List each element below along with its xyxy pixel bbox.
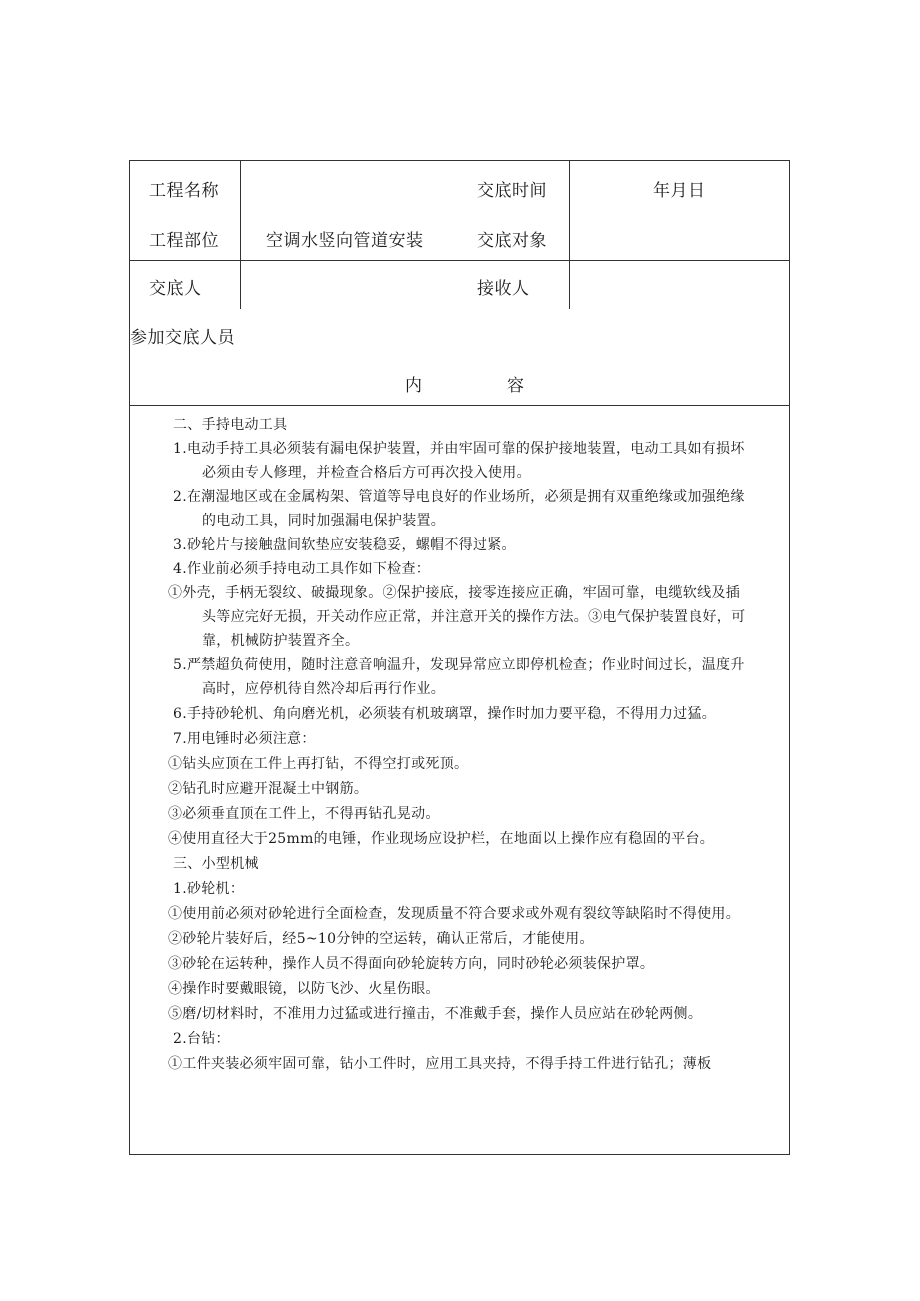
content-title-part-1: 内 — [405, 376, 423, 396]
content-line: 3.砂轮片与接触盘间软垫应安装稳妥，螺帽不得过紧。 — [173, 537, 516, 553]
content-line: 靠，机械防护装置齐全。 — [202, 633, 360, 649]
content-line: 必须由专人修理，并检查合格后方可再次投入使用。 — [202, 465, 531, 481]
grid-line — [569, 161, 570, 309]
content-line: ③砂轮在运转种，操作人员不得面向砂轮旋转方向，同时砂轮必须装保护罩。 — [168, 956, 655, 972]
content-line: ①钻头应顶在工件上再打钻，不得空打或死顶。 — [168, 756, 469, 772]
content-line: 4.作业前必须手持电动工具作如下检查： — [173, 561, 431, 577]
project-part-label: 工程部位 — [149, 231, 219, 251]
content-line: 高时，应停机待自然冷却后再行作业。 — [202, 681, 446, 697]
disclosure-form — [129, 160, 790, 1155]
content-line: 5.严禁超负荷使用，随时注意音响温升，发现异常应立即停机检查；作业时间过长，温度升 — [173, 657, 745, 673]
content-line: 2.台钻： — [173, 1031, 230, 1047]
project-part-value: 空调水竖向管道安装 — [266, 231, 424, 251]
grid-line — [130, 260, 790, 261]
content-line: ④操作时要戴眼镜，以防飞沙、火星伤眼。 — [168, 981, 440, 997]
content-line: 头等应完好无损，开关动作应正常，并注意开关的操作方法。③电气保护装置良好，可 — [202, 609, 746, 625]
content-line: 1.砂轮机： — [173, 881, 245, 897]
content-line: ①外壳，手柄无裂纹、破撮现象。②保护接底，接零连接应正确，牢固可靠，电缆软线及插 — [168, 585, 740, 601]
project-name-label: 工程名称 — [149, 181, 219, 201]
content-line: 6.手持砂轮机、角向磨光机，必须装有机玻璃罩，操作时加力要平稳，不得用力过猛。 — [173, 706, 717, 722]
participants-label: 参加交底人员 — [130, 328, 235, 348]
content-line: ①工件夹装必须牢固可靠，钻小工件时，应用工具夹持，不得手持工件进行钻孔；薄板 — [168, 1056, 712, 1072]
content-line: ⑤磨/切材料时，不准用力过猛或进行撞击，不准戴手套，操作人员应站在砂轮两侧。 — [168, 1006, 703, 1022]
disclosure-target-label: 交底对象 — [477, 231, 547, 251]
grid-line — [240, 161, 241, 309]
content-line: ④使用直径大于25mm的电锤，作业现场应设护栏，在地面以上操作应有稳固的平台。 — [168, 831, 715, 847]
disclosure-time-value: 年月日 — [653, 181, 706, 201]
content-title-part-2: 容 — [507, 376, 525, 396]
grid-line — [130, 405, 790, 406]
content-line: ②钻孔时应避开混凝土中钢筋。 — [168, 781, 369, 797]
section-heading: 二、手持电动工具 — [173, 417, 288, 433]
receiver-label: 接收人 — [477, 279, 530, 299]
discloser-label: 交底人 — [149, 279, 202, 299]
content-line: 1.电动手持工具必须装有漏电保护装置，并由牢固可靠的保护接地装置，电动工具如有损坏 — [173, 441, 745, 457]
content-line: ②砂轮片装好后，经5~10分钟的空运转，确认正常后，才能使用。 — [168, 931, 594, 947]
content-line: 2.在潮湿地区或在金属构架、管道等导电良好的作业场所，必须是拥有双重绝缘或加强绝缘 — [173, 489, 745, 505]
content-line: 7.用电锤时必须注意： — [173, 731, 316, 747]
section-heading: 三、小型机械 — [173, 856, 259, 872]
content-line: ①使用前必须对砂轮进行全面检查，发现质量不符合要求或外观有裂纹等缺陷时不得使用。 — [168, 906, 740, 922]
content-line: 的电动工具，同时加强漏电保护装置。 — [202, 513, 446, 529]
disclosure-time-label: 交底时间 — [477, 181, 547, 201]
content-line: ③必须垂直顶在工件上，不得再钻孔晃动。 — [168, 806, 440, 822]
